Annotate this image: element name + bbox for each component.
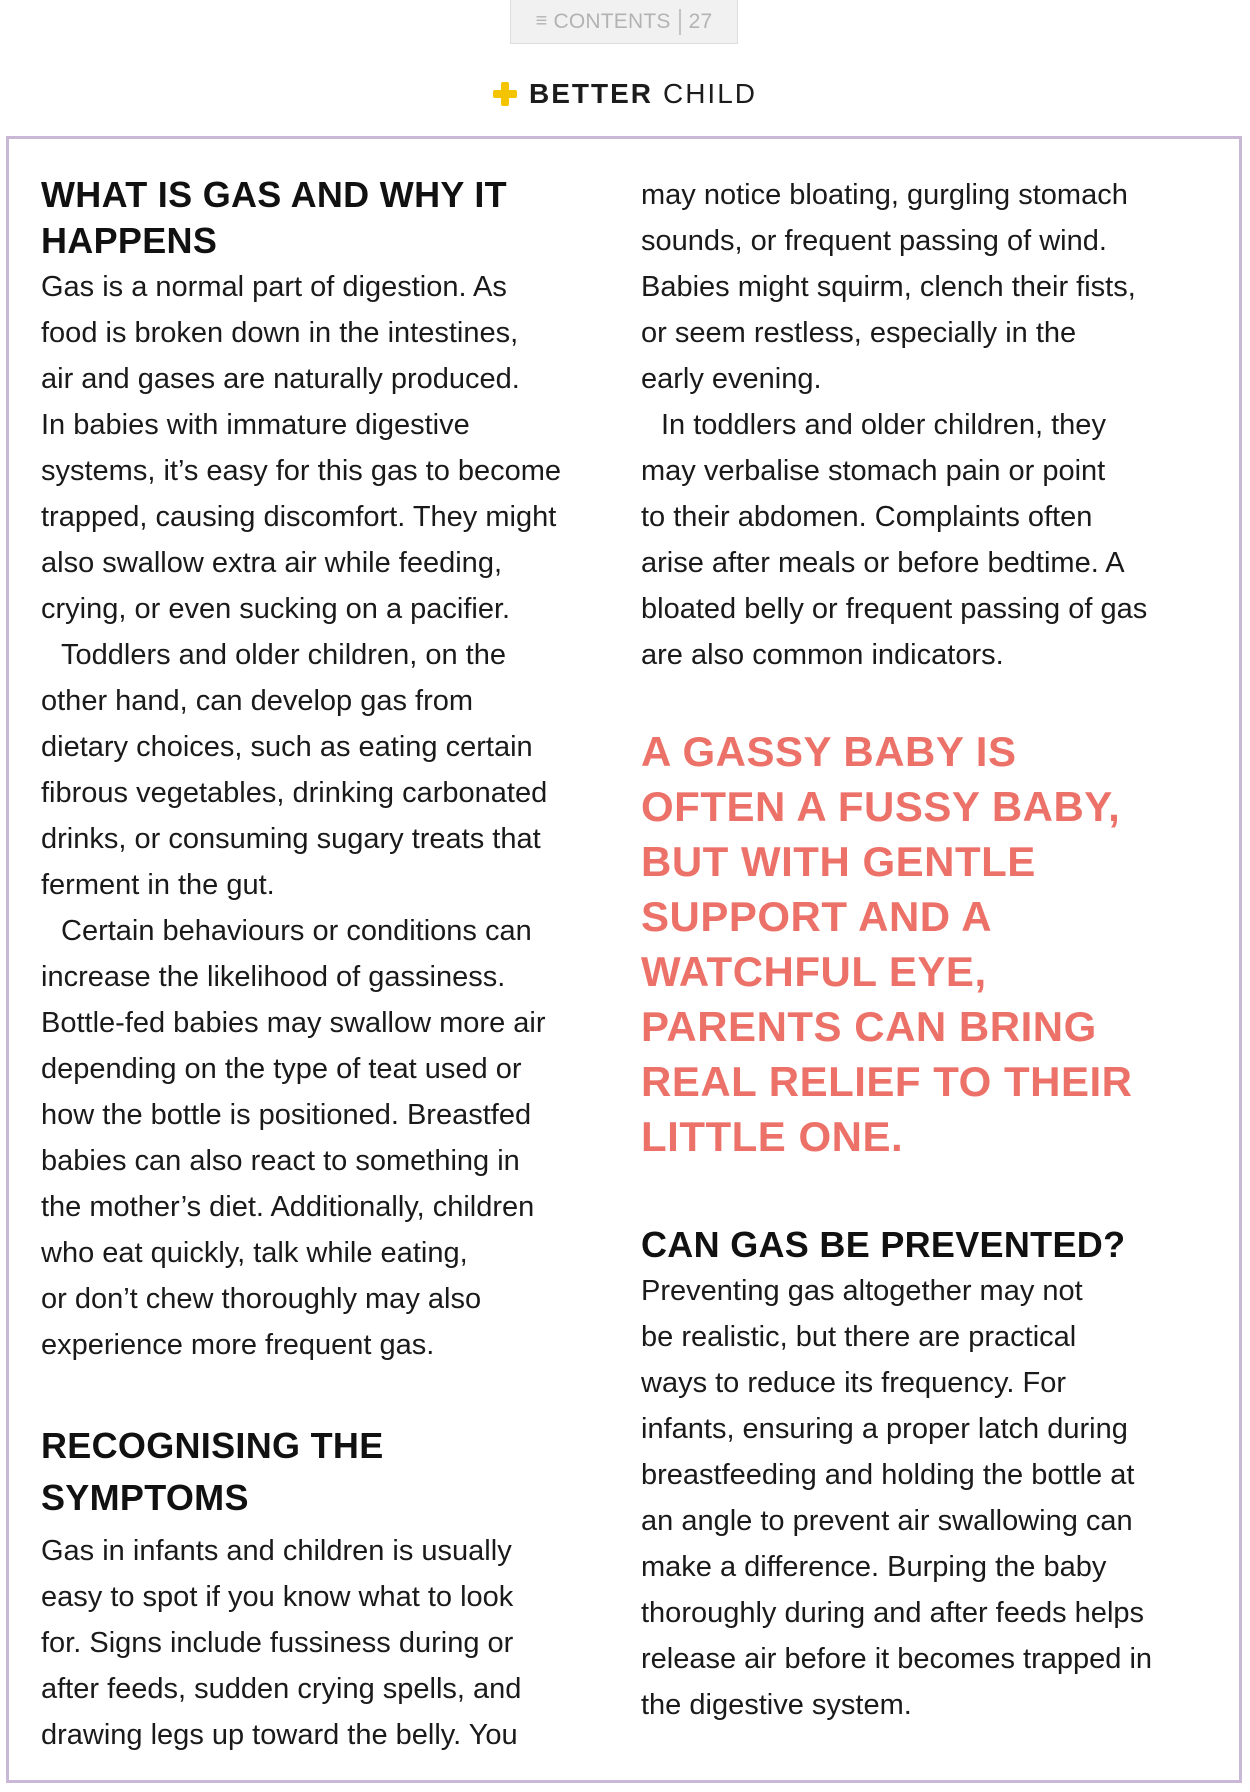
text-line: drinks, or consuming sugary treats that [41, 823, 541, 855]
paragraph [41, 1528, 621, 1758]
right-column [641, 172, 1221, 1728]
separator [679, 9, 681, 35]
text-line: infants, ensuring a proper latch during [641, 1413, 1128, 1445]
text-line: ways to reduce its frequency. For [641, 1367, 1066, 1399]
text-line: experience more frequent gas. [41, 1329, 435, 1361]
spacer [41, 1368, 621, 1414]
quote-line: REAL RELIEF TO THEIR [641, 1058, 1133, 1105]
quote-line: A GASSY BABY IS [641, 728, 1017, 775]
text-line: trapped, causing discomfort. They might [41, 501, 557, 533]
heading-line: WHAT IS GAS AND WHY IT [41, 174, 507, 215]
text-line: ferment in the gut. [41, 869, 275, 901]
text-line: who eat quickly, talk while eating, [41, 1237, 468, 1269]
text-line: may verbalise stomach pain or point [641, 455, 1106, 487]
quote-line: OFTEN A FUSSY BABY, [641, 783, 1121, 830]
brand-light: CHILD [662, 78, 757, 109]
text-line: to their abdomen. Complaints often [641, 501, 1093, 533]
text-line: an angle to prevent air swallowing can [641, 1505, 1133, 1537]
text-line: or seem restless, especially in the [641, 317, 1077, 349]
paragraph [641, 402, 1221, 678]
text-line: dietary choices, such as eating certain [41, 731, 533, 763]
contents-label: CONTENTS [553, 9, 671, 33]
text-line: make a difference. Burping the baby [641, 1551, 1107, 1583]
quote-line: LITTLE ONE. [641, 1113, 904, 1160]
page-number: 27 [688, 9, 713, 33]
heading-what-is-gas [41, 172, 621, 264]
text-line: food is broken down in the intestines, [41, 317, 519, 349]
text-line: bloated belly or frequent passing of gas [641, 593, 1148, 625]
heading-can-gas-be-prevented [641, 1222, 1221, 1268]
heading-line: HAPPENS [41, 220, 218, 261]
spacer [641, 678, 1221, 724]
paragraph [41, 908, 621, 1368]
text-line: thoroughly during and after feeds helps [641, 1597, 1145, 1629]
text-line: Certain behaviours or conditions can [61, 915, 532, 947]
text-line: depending on the type of teat used or [41, 1053, 522, 1085]
paragraph [41, 632, 621, 908]
text-line: drawing legs up toward the belly. You [41, 1719, 518, 1751]
paragraph [41, 264, 621, 632]
quote-line: SUPPORT AND A [641, 893, 993, 940]
text-line: Preventing gas altogether may not [641, 1275, 1083, 1307]
text-line: arise after meals or before bedtime. A [641, 547, 1125, 579]
text-line: crying, or even sucking on a pacifier. [41, 593, 511, 625]
text-line: babies can also react to something in [41, 1145, 520, 1177]
text-line: also swallow extra air while feeding, [41, 547, 502, 579]
text-line: or don’t chew thoroughly may also [41, 1283, 482, 1315]
left-column [41, 172, 621, 1758]
text-line: the mother’s diet. Additionally, children [41, 1191, 535, 1223]
text-line: fibrous vegetables, drinking carbonated [41, 777, 548, 809]
text-line: In toddlers and older children, they [661, 409, 1106, 441]
menu-icon: ≡ [535, 10, 548, 32]
text-line: Gas is a normal part of digestion. As [41, 271, 507, 303]
text-line: In babies with immature digestive [41, 409, 470, 441]
text-line: other hand, can develop gas from [41, 685, 474, 717]
pull-quote [641, 724, 1221, 1164]
paragraph [641, 172, 1221, 402]
text-line: early evening. [641, 363, 822, 395]
quote-line: WATCHFUL EYE, [641, 948, 987, 995]
text-line: Babies might squirm, clench their fists, [641, 271, 1136, 303]
text-line: Gas in infants and children is usually [41, 1535, 512, 1567]
text-line: after feeds, sudden crying spells, and [41, 1673, 522, 1705]
text-line: sounds, or frequent passing of wind. [641, 225, 1107, 257]
text-line: Toddlers and older children, on the [61, 639, 506, 671]
text-line: are also common indicators. [641, 639, 1004, 671]
text-line: Bottle-fed babies may swallow more air [41, 1007, 546, 1039]
section-brand [0, 76, 1250, 112]
plus-icon [493, 82, 517, 106]
heading-line: CAN GAS BE PREVENTED? [641, 1224, 1126, 1265]
heading-line: RECOGNISING THE [41, 1425, 384, 1466]
text-line: easy to spot if you know what to look [41, 1581, 514, 1613]
text-line: release air before it becomes trapped in [641, 1643, 1153, 1675]
quote-line: BUT WITH GENTLE [641, 838, 1036, 885]
heading-recognising-symptoms [41, 1416, 621, 1528]
text-line: increase the likelihood of gassiness. [41, 961, 506, 993]
text-line: air and gases are naturally produced. [41, 363, 520, 395]
paragraph [641, 1268, 1221, 1728]
brand-bold: BETTER [528, 78, 653, 109]
text-line: for. Signs include fussiness during or [41, 1627, 514, 1659]
quote-line: PARENTS CAN BRING [641, 1003, 1097, 1050]
text-line: how the bottle is positioned. Breastfed [41, 1099, 532, 1131]
text-line: systems, it’s easy for this gas to become [41, 455, 562, 487]
text-line: may notice bloating, gurgling stomach [641, 179, 1128, 211]
spacer [641, 1164, 1221, 1222]
text-line: the digestive system. [641, 1689, 912, 1721]
heading-line: SYMPTOMS [41, 1477, 249, 1518]
text-line: be realistic, but there are practical [641, 1321, 1077, 1353]
text-line: breastfeeding and holding the bottle at [641, 1459, 1135, 1491]
contents-button[interactable] [510, 0, 738, 44]
